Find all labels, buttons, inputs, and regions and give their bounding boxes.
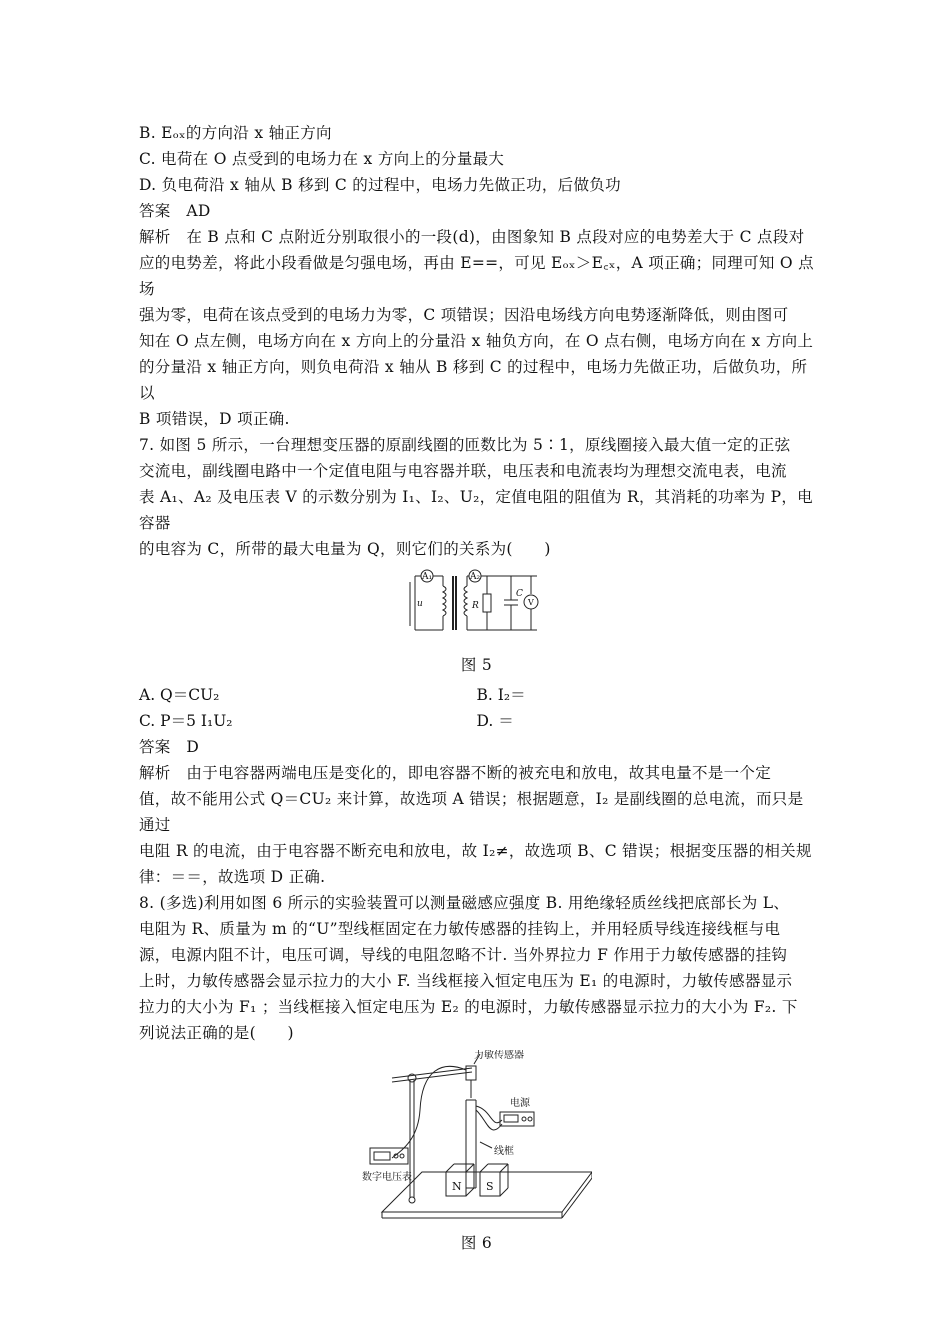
c-label: C <box>515 589 523 599</box>
r-label: R <box>471 601 479 611</box>
north-pole-label: N <box>451 1180 462 1193</box>
q7-answer: 答案 D <box>139 738 200 756</box>
power-label: 电源 <box>509 1098 530 1109</box>
q7-options-row <box>139 682 814 708</box>
q7-analysis-line: 律：＝＝，故选项 D 正确. <box>139 868 326 886</box>
q7-option-b: B. I₂＝ <box>476 686 526 704</box>
q6-analysis-line: 应的电势差，将此小段看做是匀强电场，再由 E==，可见 Eₒₓ＞E꜀ₓ，A 项正确；同理可知 O 点场 <box>139 254 814 298</box>
figure-5-caption: 图 5 <box>460 656 493 674</box>
q7-analysis-line: 电阻 R 的电流，由于电容器不断充电和放电，故 I₂≠，故选项 B、C 错误；根据变压器的相关规 <box>139 842 812 860</box>
q6-analysis-line: 的分量沿 x 轴正方向，则负电荷沿 x 轴从 B 移到 C 的过程中，电场力先做正功，后做负功，所以 <box>139 358 808 402</box>
q6-answer: 答案 AD <box>139 202 211 220</box>
south-pole-label: S <box>485 1180 494 1193</box>
a1-label: A₁ <box>421 572 432 582</box>
voltmeter-label: 数字电压表 <box>361 1172 412 1183</box>
q6-option-c: C. 电荷在 O 点受到的电场力在 x 方向上的分量最大 <box>139 150 505 168</box>
q8-stem-line: 8. (多选)利用如图 6 所示的实验装置可以测量磁感应强度 B. 用绝缘轻质丝线把底部长为 L、 <box>139 894 790 912</box>
q6-option-d: D. 负电荷沿 x 轴从 B 移到 C 的过程中，电场力先做正功，后做负功 <box>139 176 621 194</box>
transformer-circuit-figure <box>407 568 547 638</box>
q7-option-d: D. ＝ <box>476 712 514 730</box>
q6-analysis-line: 解析 在 B 点和 C 点附近分别取很小的一段(d)，由图象知 B 点段对应的电势差大于 C 点段对 <box>139 228 805 246</box>
q7-options-row <box>139 708 814 734</box>
frame-label: 线框 <box>493 1146 514 1157</box>
a2-label: A₂ <box>469 572 480 582</box>
q6-analysis-line: B 项错误，D 项正确. <box>139 410 290 428</box>
u-label: u <box>416 599 423 609</box>
q6-analysis-line: 强为零，电荷在该点受到的电场力为零，C 项错误；因沿电场线方向电势逐渐降低，则由图可 <box>139 306 789 324</box>
q6-option-b: B. Eₒₓ的方向沿 x 轴正方向 <box>139 124 332 142</box>
q7-option-c: C. P＝5 I₁U₂ <box>139 712 233 730</box>
q7-stem-line: 表 A₁、A₂ 及电压表 V 的示数分别为 I₁、I₂、U₂，定值电阻的阻值为 R，其消耗的功率为 P，电容器 <box>139 488 813 532</box>
q7-stem-line: 交流电，副线圈电路中一个定值电阻与电容器并联，电压表和电流表均为理想交流电表，电流 <box>139 462 787 480</box>
q7-option-a: A. Q＝CU₂ <box>139 686 220 704</box>
q6-analysis-line: 知在 O 点左侧，电场方向在 x 方向上的分量沿 x 轴负方向，在 O 点右侧，电场方向在 x 方向上 <box>139 332 814 350</box>
figure-6-caption: 图 6 <box>460 1234 493 1252</box>
experiment-apparatus-figure <box>362 1050 592 1230</box>
q8-stem-line: 电阻为 R、质量为 m 的“U”型线框固定在力敏传感器的挂钩上，并用轻质导线连接线框与电 <box>139 920 781 938</box>
q8-stem-line: 拉力的大小为 F₁ ；当线框接入恒定电压为 E₂ 的电源时，力敏传感器显示拉力的大小为 F₂. 下 <box>139 998 798 1016</box>
q7-analysis-line: 解析 由于电容器两端电压是变化的，即电容器不断的被充电和放电，故其电量不是一个定 <box>139 764 772 782</box>
q8-stem-line: 列说法正确的是( ) <box>139 1024 294 1042</box>
v-label: V <box>527 598 534 607</box>
q7-stem-line: 7. 如图 5 所示，一台理想变压器的原副线圈的匝数比为 5∶1，原线圈接入最大值一定的正弦 <box>139 436 791 454</box>
q7-analysis-line: 值，故不能用公式 Q＝CU₂ 来计算，故选项 A 错误；根据题意，I₂ 是副线圈的总电流，而只是通过 <box>139 790 804 834</box>
q8-stem-line: 源，电源内阻不计，电压可调，导线的电阻忽略不计. 当外界拉力 F 作用于力敏传感器的挂钩 <box>139 946 788 964</box>
q8-stem-line: 上时，力敏传感器会显示拉力的大小 F. 当线框接入恒定电压为 E₁ 的电源时，力敏传感器显示 <box>139 972 793 990</box>
q7-stem-line: 的电容为 C，所带的最大电量为 Q，则它们的关系为( ) <box>139 540 551 558</box>
document-page <box>139 120 814 1256</box>
sensor-label: 力敏传感器 <box>473 1050 524 1061</box>
